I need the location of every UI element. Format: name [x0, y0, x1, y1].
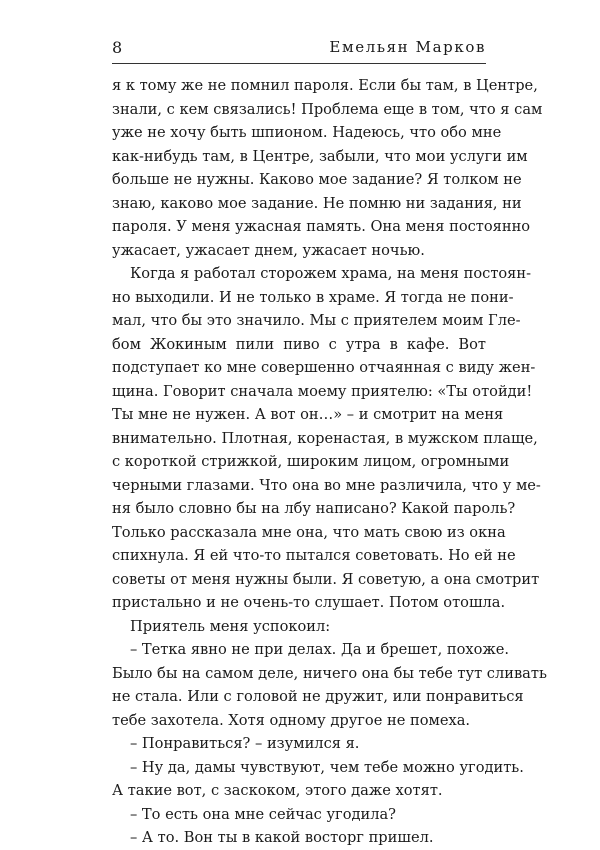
header-rule	[112, 63, 486, 64]
text-line: – Ну да, дамы чувствуют, чем тебе можно угодить.	[130, 758, 524, 776]
body-text	[112, 74, 547, 850]
text-line: – Тетка явно не при делах. Да и брешет, похоже.	[130, 641, 510, 658]
text-line: я к тому же не помнил пароля. Если бы там, в Центре,	[112, 77, 538, 94]
text-line: – Понравиться? – изумился я.	[130, 735, 360, 752]
text-line: ужасает, ужасает днем, ужасает ночью.	[112, 241, 425, 259]
text-line: пароля. У меня ужасная память. Она меня постоянно	[112, 218, 531, 235]
text-line: не стала. Или с головой не дружит, или понравиться	[112, 688, 524, 705]
text-line: Только рассказала мне она, что мать свою из окна	[112, 523, 506, 541]
text-line: Когда я работал сторожем храма, на меня постоян-	[130, 265, 532, 282]
text-line: Было бы на самом деле, ничего она бы тебе тут сливать	[112, 664, 547, 682]
page-number: 8	[112, 38, 123, 57]
text-line: Ты мне не нужен. А вот он…» – и смотрит на меня	[112, 406, 504, 423]
text-line: – То есть она мне сейчас угодила?	[130, 805, 396, 823]
text-line: но выходили. И не только в храме. Я тогда не пони-	[112, 288, 514, 306]
text-line: пристально и не очень-то слушает. Потом отошла.	[112, 594, 506, 611]
text-line: А такие вот, с заскоком, этого даже хотят.	[112, 782, 443, 799]
text-line: как-нибудь там, в Центре, забыли, что мои услуги им	[112, 147, 528, 165]
text-line: с короткой стрижкой, широким лицом, огромными	[112, 453, 510, 470]
text-line: ня было словно бы на лбу написано? Какой пароль?	[112, 500, 516, 517]
running-head	[112, 38, 486, 60]
text-line: бом Жокиным пили пиво с утра в кафе. Вот	[112, 335, 486, 353]
text-line: подступает ко мне совершенно отчаянная с виду жен-	[112, 359, 536, 376]
text-line: знаю, каково мое задание. Не помню ни задания, ни	[112, 194, 522, 212]
text-line: больше не нужны. Каково мое задание? Я толком не	[112, 171, 522, 188]
text-line: тебе захотела. Хотя одному другое не помеха.	[112, 711, 471, 729]
text-line: черными глазами. Что она во мне различила, что у ме-	[112, 476, 541, 494]
text-line: мал, что бы это значило. Мы с приятелем моим Гле-	[112, 312, 521, 329]
running-head-author: Емельян Марков	[329, 38, 486, 56]
text-line: знали, с кем связались! Проблема еще в том, что я сам	[112, 100, 543, 118]
text-line: внимательно. Плотная, коренастая, в мужском плаще,	[112, 429, 538, 447]
text-line: Приятель меня успокоил:	[130, 617, 331, 635]
text-line: – А то. Вон ты в какой восторг пришел.	[130, 829, 434, 846]
text-line: спихнула. Я ей что-то пытался советовать. Но ей не	[112, 547, 516, 564]
text-line: советы от меня нужны были. Я советую, а она смотрит	[112, 570, 540, 588]
text-line: уже не хочу быть шпионом. Надеюсь, что обо мне	[112, 124, 502, 141]
text-line: щина. Говорит сначала моему приятелю: «Ты отойди!	[112, 382, 533, 400]
